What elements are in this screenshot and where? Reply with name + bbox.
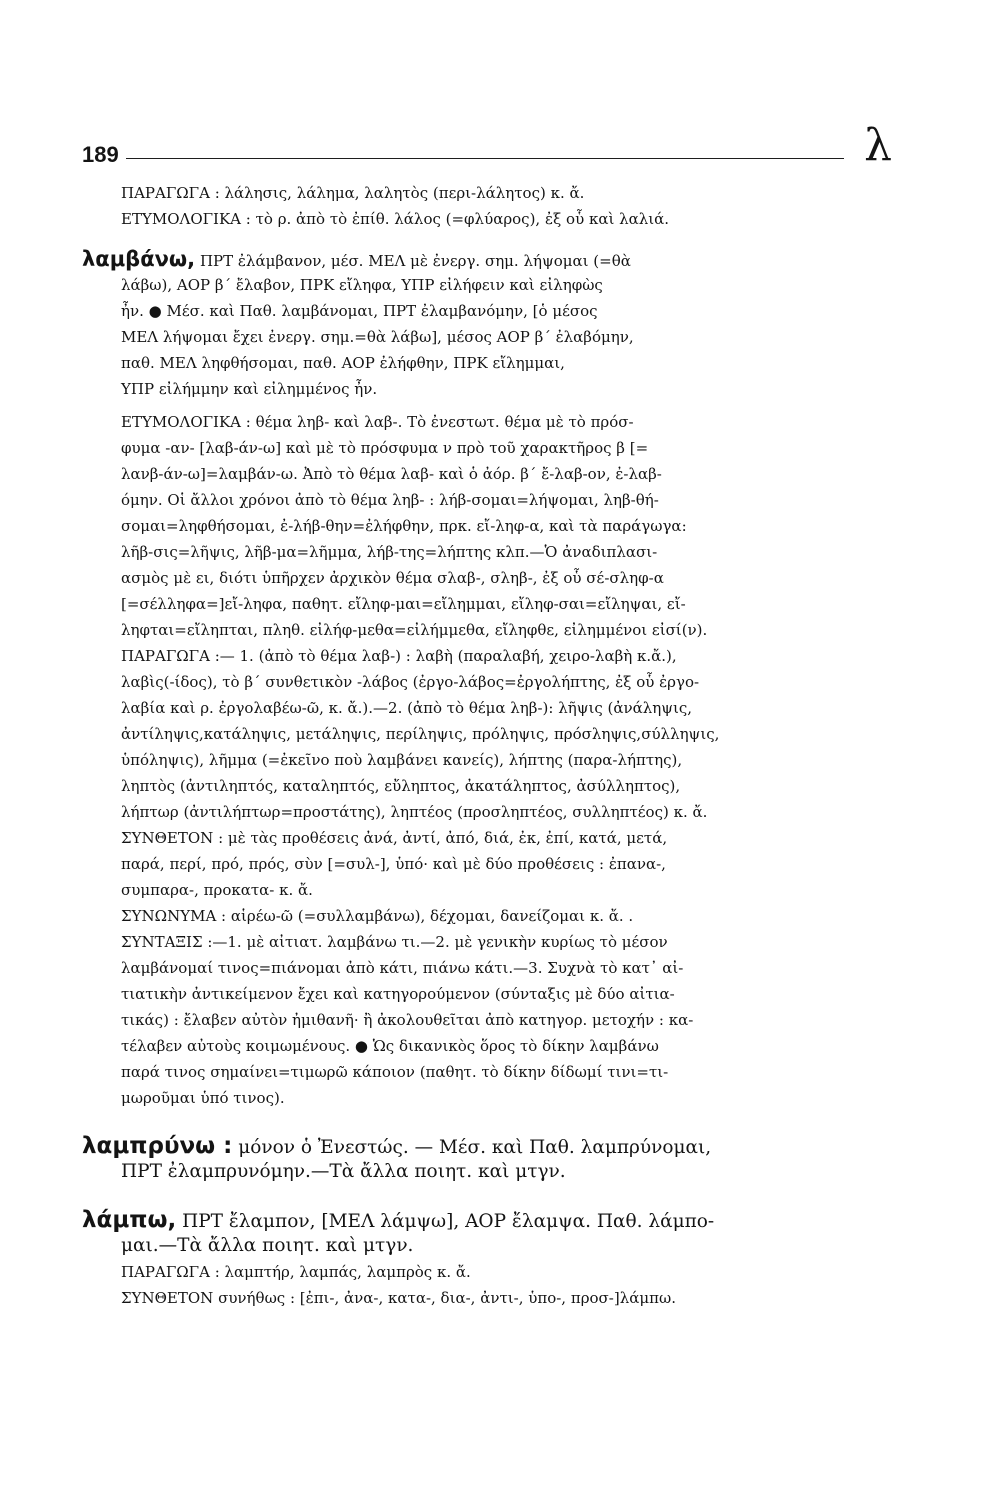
line-text: ΣΥΝΘΕΤΟΝ : μὲ τὰς προθέσεις ἀνά, ἀντί, ἀπό, διά, ἐκ, ἐπί, κατά, μετά, [121, 829, 668, 847]
line-text: λαμβάνομαί τινος=πιάνομαι ἀπὸ κάτι, πιάνω κάτι.—3. Συχνὰ τὸ κατ᾽ αἰ- [121, 959, 684, 977]
dictionary-content [82, 180, 894, 1311]
line-text: λανβ-άν-ω]=λαμβάν-ω. Ἀπὸ τὸ θέμα λαβ- καὶ ὁ ἀόρ. β΄ ἔ-λαβ-ον, ἐ-λαβ- [121, 465, 662, 483]
line-text: ΠΡΤ ἐλαμπρυνόμην.—Τὰ ἄλλα ποιητ. καὶ μτγν. [121, 1161, 566, 1182]
entry-line [82, 246, 894, 272]
text-line [82, 617, 894, 643]
text-line [82, 565, 894, 591]
line-text: ΣΥΝΤΑΞΙΣ :—1. μὲ αἰτιατ. λαμβάνω τι.—2. μὲ γενικὴν κυρίως τὸ μέσον [121, 933, 668, 951]
line-text: ΠΡΤ ἐλάμβανον, μέσ. ΜΕΛ μὲ ἐνεργ. σημ. λήψομαι (=θὰ [195, 252, 631, 270]
text-line [82, 298, 894, 324]
line-text: ΕΤΥΜΟΛΟΓΙΚΑ : τὸ ρ. ἀπὸ τὸ ἐπίθ. λάλος (=φλύαρος), ἐξ οὗ καὶ λαλιά. [121, 210, 670, 228]
line-text: λαβὶς(-ίδος), τὸ β΄ συνθετικὸν -λάβος (ἐργο-λάβος=ἐργολήπτης, ἐξ οὗ ἐργο- [121, 673, 700, 691]
text-line [82, 350, 894, 376]
line-text: ΠΑΡΑΓΩΓΑ : λάλησις, λάλημα, λαλητὸς (περι-λάλητος) κ. ἄ. [121, 184, 585, 202]
line-text: μόνον ὁ Ἐνεστώς. — Μέσ. καὶ Παθ. λαμπρύνομαι, [232, 1137, 712, 1158]
text-line [82, 206, 894, 232]
page-number: 189 [82, 142, 119, 167]
line-text: τέλαβεν αὐτοὺς κοιμωμένους. ● Ὡς δικανικὸς ὅρος τὸ δίκην λαμβάνω [121, 1037, 659, 1055]
line-text: σομαι=ληφθήσομαι, ἐ-λήβ-θην=ἐλήφθην, πρκ. εἴ-ληφ-α, καὶ τὰ παράγωγα: [121, 517, 687, 535]
line-text: συμπαρα-, προκατα- κ. ἄ. [121, 881, 313, 899]
line-text: παρά, περί, πρό, πρός, σὺν [=συλ-], ὑπό· καὶ μὲ δύο προθέσεις : ἐπανα-, [121, 855, 666, 873]
line-text: ασμὸς μὲ ει, διότι ὑπῆρχεν ἀρχικὸν θέμα σλαβ-, σληβ-, ἐξ οὗ σέ-σληφ-α [121, 569, 664, 587]
line-text: ληφται=εἴληπται, πληθ. εἰλήφ-μεθα=εἰλήμμεθα, εἴληφθε, εἰλημμένοι εἰσί(ν). [121, 621, 708, 639]
text-line [82, 903, 894, 929]
line-text: ΣΥΝΩΝΥΜΑ : αἱρέω-ῶ (=συλλαμβάνω), δέχομαι, δανείζομαι κ. ἄ. . [121, 907, 634, 925]
text-line [82, 513, 894, 539]
line-text: λήπτωρ (ἀντιλήπτωρ=προστάτης), ληπτέος (προσληπτέος, συλληπτέος) κ. ἄ. [121, 803, 708, 821]
entry-line [82, 1207, 894, 1233]
text-line [82, 180, 894, 206]
line-text: ΜΕΛ λήψομαι ἔχει ἐνεργ. σημ.=θὰ λάβω], μέσος ΑΟΡ β΄ ἐλαβόμην, [121, 328, 634, 346]
text-line [82, 461, 894, 487]
headword: λαμπρύνω : [82, 1133, 233, 1159]
line-text: ἦν. ● Μέσ. καὶ Παθ. λαμβάνομαι, ΠΡΤ ἐλαμβανόμην, [ὁ μέσος [121, 302, 598, 320]
section-letter: λ [864, 120, 892, 171]
line-text: τιατικὴν ἀντικείμενον ἔχει καὶ κατηγορούμενον (σύνταξις μὲ δύο αἰτια- [121, 985, 675, 1003]
text-line [82, 669, 894, 695]
page-header [82, 120, 892, 178]
text-line [82, 1159, 894, 1185]
text-line [82, 435, 894, 461]
text-line [82, 1259, 894, 1285]
text-line [82, 539, 894, 565]
text-line [82, 409, 894, 435]
line-text: ΠΑΡΑΓΩΓΑ : λαμπτήρ, λαμπάς, λαμπρὸς κ. ἄ. [121, 1263, 471, 1281]
text-line [82, 695, 894, 721]
line-text: όμην. Οἱ ἄλλοι χρόνοι ἀπὸ τὸ θέμα ληβ- : λήβ-σομαι=λήψομαι, ληβ-θή- [121, 491, 659, 509]
text-line [82, 799, 894, 825]
line-text: μωροῦμαι ὑπό τινος). [121, 1089, 285, 1107]
text-line [82, 643, 894, 669]
line-text: ΕΤΥΜΟΛΟΓΙΚΑ : θέμα ληβ- καὶ λαβ-. Τὸ ἐνεστωτ. θέμα μὲ τὸ πρόσ- [121, 413, 634, 431]
text-line [82, 1007, 894, 1033]
line-text: ΠΑΡΑΓΩΓΑ :— 1. (ἀπὸ τὸ θέμα λαβ-) : λαβὴ (παραλαβή, χειρο-λαβὴ κ.ἄ.), [121, 647, 677, 665]
line-text: ληπτὸς (ἀντιληπτός, καταληπτός, εὔληπτος, ἀκατάληπτος, ἀσύλληπτος), [121, 777, 681, 795]
text-line [82, 851, 894, 877]
line-text: παθ. ΜΕΛ ληφθήσομαι, παθ. ΑΟΡ ἐλήφθην, ΠΡΚ εἴλημμαι, [121, 354, 565, 372]
text-line [82, 1059, 894, 1085]
line-text: λῆβ-σις=λῆψις, λῆβ-μα=λῆμμα, λήβ-της=λήπτης κλπ.—Ὁ ἀναδιπλασι- [121, 543, 658, 561]
text-line [82, 376, 894, 402]
entry-line [82, 1133, 894, 1159]
text-line [82, 929, 894, 955]
line-text: παρά τινος σημαίνει=τιμωρῶ κάποιον (παθητ. τὸ δίκην δίδωμί τινι=τι- [121, 1063, 669, 1081]
text-line [82, 1285, 894, 1311]
text-line [82, 1233, 894, 1259]
headword: λάμπω, [82, 1207, 177, 1233]
line-text: ΠΡΤ ἔλαμπον, [ΜΕΛ λάμψω], ΑΟΡ ἔλαμψα. Παθ. λάμπο- [176, 1211, 715, 1232]
text-line [82, 773, 894, 799]
text-line [82, 591, 894, 617]
text-line [82, 721, 894, 747]
line-text: μαι.—Τὰ ἄλλα ποιητ. καὶ μτγν. [121, 1235, 414, 1256]
headword: λαμβάνω, [82, 247, 196, 271]
text-line [82, 272, 894, 298]
text-line [82, 825, 894, 851]
line-text: φυμα -αν- [λαβ-άν-ω] καὶ μὲ τὸ πρόσφυμα ν πρὸ τοῦ χαρακτῆρος β [= [121, 439, 649, 457]
line-text: ΥΠΡ εἰλήμμην καὶ εἰλημμένος ἦν. [121, 380, 378, 398]
text-line [82, 747, 894, 773]
line-text: ΣΥΝΘΕΤΟΝ συνήθως : [ἐπι-, ἀνα-, κατα-, δια-, ἀντι-, ὑπο-, προσ-]λάμπω. [121, 1289, 676, 1307]
line-text: ὑπόληψις), λῆμμα (=ἐκεῖνο ποὺ λαμβάνει κανείς), λήπτης (παρα-λήπτης), [121, 751, 683, 769]
line-text: λαβία καὶ ρ. ἐργολαβέω-ῶ, κ. ἄ.).—2. (ἀπὸ τὸ θέμα ληβ-): λῆψις (ἀνάληψις, [121, 699, 693, 717]
text-line [82, 955, 894, 981]
text-line [82, 877, 894, 903]
line-text: τικάς) : ἔλαβεν αὐτὸν ἠμιθανῆ· ἢ ἀκολουθεῖται ἀπὸ κατηγορ. μετοχήν : κα- [121, 1011, 694, 1029]
text-line [82, 324, 894, 350]
text-line [82, 487, 894, 513]
line-text: [=σέλληφα=]εἴ-ληφα, παθητ. εἴληφ-μαι=εἴλημμαι, εἴληφ-σαι=εἴληψαι, εἴ- [121, 595, 686, 613]
line-text: λάβω), ΑΟΡ β΄ ἔλαβον, ΠΡΚ εἴληφα, ΥΠΡ εἰλήφειν καὶ εἰληφὼς [121, 276, 603, 294]
text-line [82, 981, 894, 1007]
header-rule [126, 158, 844, 159]
text-line [82, 1085, 894, 1111]
line-text: ἀντίληψις,κατάληψις, μετάληψις, περίληψις, πρόληψις, πρόσληψις,σύλληψις, [121, 725, 720, 743]
text-line [82, 1033, 894, 1059]
